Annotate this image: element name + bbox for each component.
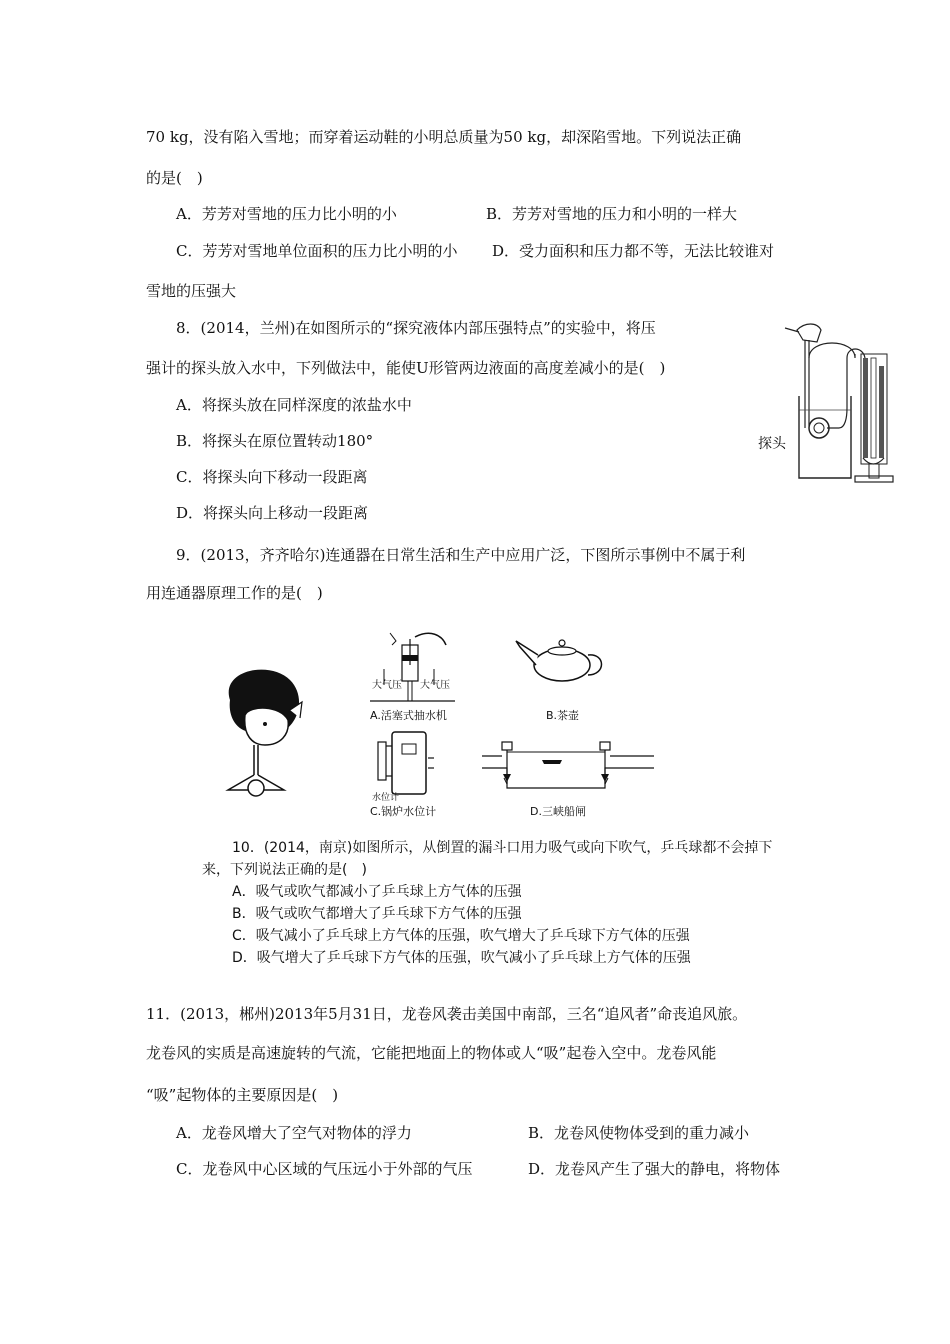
q8-option-a: A．将探头放在同样深度的浓盐水中 <box>176 396 412 414</box>
ship-lock-figure <box>482 738 654 794</box>
q7-option-a: A．芳芳对雪地的压力比小明的小 <box>176 205 397 223</box>
q9-text-line1: 9．(2013，齐齐哈尔)连通器在日常生活和生产中应用广泛，下图所示事例中不属于利 <box>176 546 746 564</box>
q9-text-line2: 用连通器原理工作的是( ) <box>146 584 323 602</box>
atm-label-1: 大气压 <box>372 680 402 691</box>
probe-label: 探头 <box>758 436 786 452</box>
pressure-gauge-figure <box>755 318 905 488</box>
q11-text-line2: 龙卷风的实质是高速旋转的气流，它能把地面上的物体或人“吸”起卷入空中。龙卷风能 <box>146 1044 717 1062</box>
q8-option-d: D．将探头向上移动一段距离 <box>176 504 369 522</box>
q11-text-line1: 11．(2013，郴州)2013年5月31日，龙卷风袭击美国中南部，三名“追风者”命丧追风旅。 <box>146 1005 748 1023</box>
q10-option-a: A．吸气或吹气都减小了乒乓球上方气体的压强 <box>232 884 522 900</box>
q10-text-line1: 10．(2014，南京)如图所示，从倒置的漏斗口用力吸气或向下吹气，乒乓球都不会掉下 <box>232 840 773 856</box>
caption-d: D.三峡船闸 <box>530 805 586 818</box>
q10-text-line2: 来，下列说法正确的是( ) <box>202 862 367 878</box>
q7-option-c: C．芳芳对雪地单位面积的压力比小明的小 <box>176 242 458 260</box>
caption-b: B.茶壶 <box>546 709 580 722</box>
q10-option-b: B．吸气或吹气都增大了乒乓球下方气体的压强 <box>232 906 522 922</box>
atm-label-2: 大气压 <box>420 680 450 691</box>
water-gauge-label: 水位计 <box>372 793 400 803</box>
q7-text-line2: 的是( ) <box>146 169 203 187</box>
q7-option-b: B．芳芳对雪地的压力和小明的一样大 <box>486 205 738 223</box>
q11-text-line3: “吸”起物体的主要原因是( ) <box>146 1086 339 1104</box>
q7-text-tail: 雪地的压强大 <box>146 282 237 300</box>
q11-option-a: A．龙卷风增大了空气对物体的浮力 <box>176 1124 412 1142</box>
q10-option-d: D．吸气增大了乒乓球下方气体的压强，吹气减小了乒乓球上方气体的压强 <box>232 950 691 966</box>
teapot-figure <box>510 625 610 685</box>
q7-text-line1: 70 kg，没有陷入雪地；而穿着运动鞋的小明总质量为50 kg，却深陷雪地。下列说法正确 <box>146 128 742 146</box>
q10-option-c: C．吸气减小了乒乓球上方气体的压强，吹气增大了乒乓球下方气体的压强 <box>232 928 690 944</box>
caption-c: C.锅炉水位计 <box>370 805 437 818</box>
caption-a: A.活塞式抽水机 <box>370 709 447 722</box>
q11-option-c: C．龙卷风中心区域的气压远小于外部的气压 <box>176 1160 473 1178</box>
q8-option-c: C．将探头向下移动一段距离 <box>176 468 368 486</box>
q11-option-d: D．龙卷风产生了强大的静电，将物体 <box>528 1160 781 1178</box>
q8-text-line2: 强计的探头放入水中，下列做法中，能使U形管两边液面的高度差减小的是( ) <box>146 359 666 377</box>
q11-option-b: B．龙卷风使物体受到的重力减小 <box>528 1124 750 1142</box>
q8-text-line1: 8．(2014，兰州)在如图所示的“探究液体内部压强特点”的实验中，将压 <box>176 319 656 337</box>
funnel-ball-figure <box>210 660 320 810</box>
q7-option-d: D．受力面积和压力都不等，无法比较谁对 <box>492 242 775 260</box>
q8-option-b: B．将探头在原位置转动180° <box>176 432 374 450</box>
